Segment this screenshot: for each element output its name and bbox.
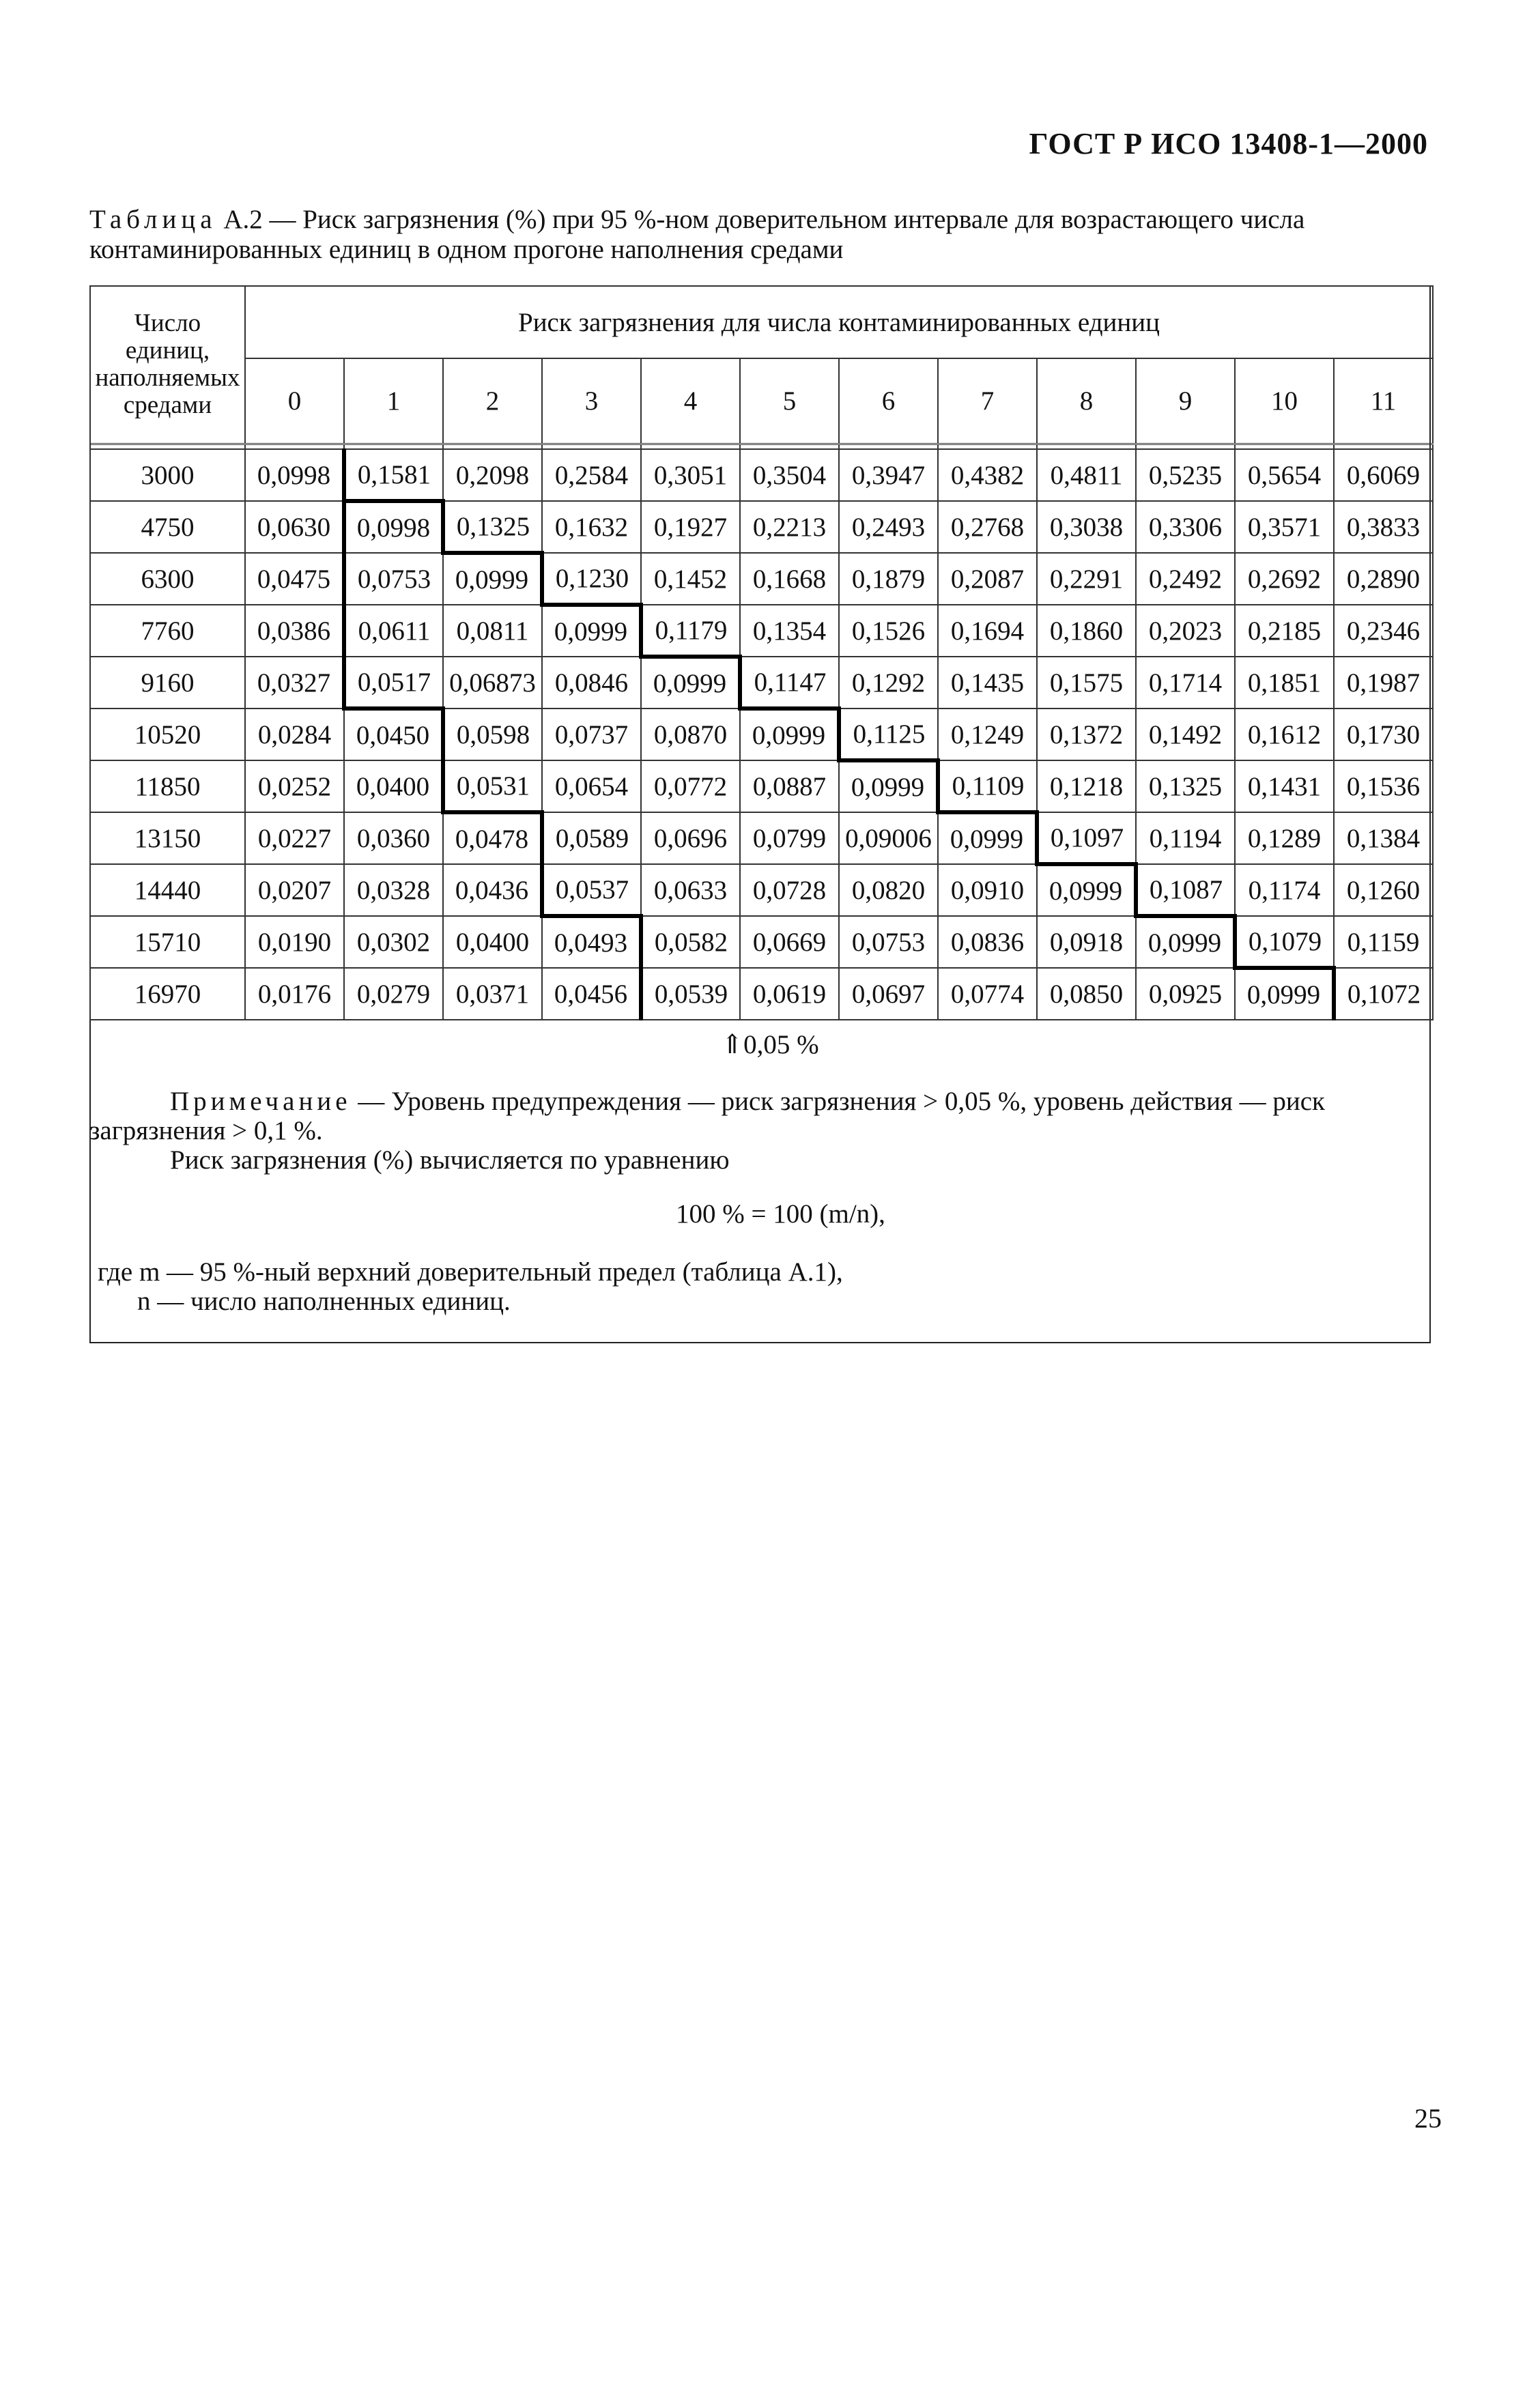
- risk-value-cell: 0,0611: [344, 605, 443, 657]
- risk-value-cell: 0,0846: [542, 657, 641, 709]
- risk-value-cell: 0,0400: [344, 760, 443, 812]
- risk-value-cell: 0,1159: [1334, 916, 1433, 968]
- risk-value-cell: 0,0252: [245, 760, 344, 812]
- risk-value-cell: 0,1079: [1235, 916, 1334, 968]
- table-row: [90, 864, 1433, 916]
- risk-value-cell: 0,0302: [344, 916, 443, 968]
- risk-value-cell: 0,1575: [1037, 657, 1136, 709]
- risk-value-cell: 0,1249: [938, 709, 1037, 760]
- column-header-1: 1: [344, 358, 443, 444]
- risk-value-cell: 0,0478: [443, 812, 542, 864]
- risk-value-cell: 0,5235: [1136, 449, 1235, 501]
- note-where-n: n — число наполненных единиц.: [137, 1287, 511, 1316]
- risk-value-cell: 0,1536: [1334, 760, 1433, 812]
- risk-value-cell: 0,0475: [245, 553, 344, 605]
- risk-value-cell: 0,0999: [542, 605, 641, 657]
- risk-value-cell: 0,0999: [740, 709, 839, 760]
- risk-value-cell: 0,0999: [641, 657, 740, 709]
- risk-value-cell: 0,1851: [1235, 657, 1334, 709]
- table-row: [90, 553, 1433, 605]
- risk-value-cell: 0,0531: [443, 760, 542, 812]
- header-separator: [245, 444, 344, 449]
- column-header-8: 8: [1037, 358, 1136, 444]
- risk-value-cell: 0,1097: [1037, 812, 1136, 864]
- risk-value-cell: 0,0207: [245, 864, 344, 916]
- units-cell: 11850: [90, 760, 245, 812]
- units-cell: 15710: [90, 916, 245, 968]
- risk-value-cell: 0,1694: [938, 605, 1037, 657]
- risk-value-cell: 0,0176: [245, 968, 344, 1020]
- risk-value-cell: 0,0999: [839, 760, 938, 812]
- header-separator: [1037, 444, 1136, 449]
- risk-value-cell: 0,2291: [1037, 553, 1136, 605]
- table-row: [90, 916, 1433, 968]
- units-cell: 7760: [90, 605, 245, 657]
- risk-value-cell: 0,3038: [1037, 501, 1136, 553]
- risk-value-cell: 0,0999: [443, 553, 542, 605]
- risk-value-cell: 0,4382: [938, 449, 1037, 501]
- risk-value-cell: 0,0284: [245, 709, 344, 760]
- risk-value-cell: 0,1289: [1235, 812, 1334, 864]
- risk-value-cell: 0,0582: [641, 916, 740, 968]
- units-cell: 4750: [90, 501, 245, 553]
- risk-value-cell: 0,0493: [542, 916, 641, 968]
- note-label: Примечание: [170, 1087, 352, 1116]
- caption-label: Таблица: [89, 205, 217, 234]
- risk-value-cell: 0,2023: [1136, 605, 1235, 657]
- risk-value-cell: 0,0737: [542, 709, 641, 760]
- risk-value-cell: 0,1292: [839, 657, 938, 709]
- units-cell: 3000: [90, 449, 245, 501]
- document-header-code: ГОСТ Р ИСО 13408-1—2000: [1029, 127, 1428, 160]
- risk-value-cell: 0,0630: [245, 501, 344, 553]
- risk-value-cell: 0,5654: [1235, 449, 1334, 501]
- risk-value-cell: 0,0400: [443, 916, 542, 968]
- risk-value-cell: 0,1260: [1334, 864, 1433, 916]
- risk-value-cell: 0,09006: [839, 812, 938, 864]
- column-header-2: 2: [443, 358, 542, 444]
- risk-value-cell: 0,06873: [443, 657, 542, 709]
- risk-value-cell: 0,0696: [641, 812, 740, 864]
- column-header-6: 6: [839, 358, 938, 444]
- risk-value-cell: 0,3051: [641, 449, 740, 501]
- risk-value-cell: 0,2493: [839, 501, 938, 553]
- risk-value-cell: 0,1384: [1334, 812, 1433, 864]
- risk-value-cell: 0,2584: [542, 449, 641, 501]
- table-row: [90, 812, 1433, 864]
- units-cell: 6300: [90, 553, 245, 605]
- risk-value-cell: 0,0598: [443, 709, 542, 760]
- risk-value-cell: 0,0753: [839, 916, 938, 968]
- risk-value-cell: 0,0227: [245, 812, 344, 864]
- risk-value-cell: 0,0999: [1037, 864, 1136, 916]
- risk-value-cell: 0,0327: [245, 657, 344, 709]
- table-caption: [89, 205, 1431, 265]
- column-header-0: 0: [245, 358, 344, 444]
- risk-value-cell: 0,2098: [443, 449, 542, 501]
- threshold-marker: ⇑0,05 %: [721, 1030, 819, 1059]
- units-cell: 10520: [90, 709, 245, 760]
- risk-value-cell: 0,0811: [443, 605, 542, 657]
- risk-value-cell: 0,0925: [1136, 968, 1235, 1020]
- risk-value-cell: 0,2346: [1334, 605, 1433, 657]
- risk-value-cell: 0,0774: [938, 968, 1037, 1020]
- risk-value-cell: 0,0537: [542, 864, 641, 916]
- risk-value-cell: 0,0999: [938, 812, 1037, 864]
- risk-value-cell: 0,1230: [542, 553, 641, 605]
- header-separator: [740, 444, 839, 449]
- risk-value-cell: 0,0436: [443, 864, 542, 916]
- risk-value-cell: 0,4811: [1037, 449, 1136, 501]
- table-row: [90, 657, 1433, 709]
- column-header-9: 9: [1136, 358, 1235, 444]
- column-header-7: 7: [938, 358, 1037, 444]
- risk-value-cell: 0,1581: [344, 449, 443, 501]
- risk-value-cell: 0,2492: [1136, 553, 1235, 605]
- table-row: [90, 709, 1433, 760]
- risk-value-cell: 0,0539: [641, 968, 740, 1020]
- risk-value-cell: 0,1372: [1037, 709, 1136, 760]
- table-row: [90, 968, 1433, 1020]
- risk-value-cell: 0,1714: [1136, 657, 1235, 709]
- units-cell: 14440: [90, 864, 245, 916]
- header-separator: [938, 444, 1037, 449]
- risk-value-cell: 0,0190: [245, 916, 344, 968]
- risk-value-cell: 0,1179: [641, 605, 740, 657]
- risk-value-cell: 0,3833: [1334, 501, 1433, 553]
- risk-value-cell: 0,0850: [1037, 968, 1136, 1020]
- column-header-5: 5: [740, 358, 839, 444]
- table-row: [90, 449, 1433, 501]
- risk-value-cell: 0,0910: [938, 864, 1037, 916]
- risk-value-cell: 0,0799: [740, 812, 839, 864]
- risk-value-cell: 0,6069: [1334, 449, 1433, 501]
- column-header-3: 3: [542, 358, 641, 444]
- risk-value-cell: 0,1612: [1235, 709, 1334, 760]
- header-separator: [641, 444, 740, 449]
- header-separator: [1136, 444, 1235, 449]
- risk-value-cell: 0,3306: [1136, 501, 1235, 553]
- risk-value-cell: 0,1087: [1136, 864, 1235, 916]
- risk-value-cell: 0,0669: [740, 916, 839, 968]
- risk-value-cell: 0,0619: [740, 968, 839, 1020]
- table-row: [90, 605, 1433, 657]
- contamination-risk-table: [89, 285, 1434, 1020]
- risk-value-cell: 0,1147: [740, 657, 839, 709]
- risk-value-cell: 0,3504: [740, 449, 839, 501]
- risk-value-cell: 0,3947: [839, 449, 938, 501]
- risk-value-cell: 0,1109: [938, 760, 1037, 812]
- risk-value-cell: 0,1860: [1037, 605, 1136, 657]
- risk-value-cell: 0,1632: [542, 501, 641, 553]
- risk-value-cell: 0,0836: [938, 916, 1037, 968]
- risk-value-cell: 0,2692: [1235, 553, 1334, 605]
- risk-value-cell: 0,2768: [938, 501, 1037, 553]
- caption-text: А.2 — Риск загрязнения (%) при 95 %-ном доверительном интервале для возрастающего числа контаминированных единиц в одном прогоне наполнения средами: [89, 205, 1305, 264]
- risk-value-cell: 0,0772: [641, 760, 740, 812]
- header-separator: [839, 444, 938, 449]
- note-equation-intro: Риск загрязнения (%) вычисляется по уравнению: [170, 1145, 730, 1175]
- risk-value-cell: 0,1174: [1235, 864, 1334, 916]
- risk-value-cell: 0,1194: [1136, 812, 1235, 864]
- units-column-header: Число единиц, наполняемых средами: [90, 286, 245, 444]
- risk-value-cell: 0,1072: [1334, 968, 1433, 1020]
- page-number: 25: [1414, 2103, 1442, 2134]
- risk-value-cell: 0,2890: [1334, 553, 1433, 605]
- risk-value-cell: 0,0728: [740, 864, 839, 916]
- risk-value-cell: 0,2185: [1235, 605, 1334, 657]
- risk-value-cell: 0,1987: [1334, 657, 1433, 709]
- units-cell: 9160: [90, 657, 245, 709]
- risk-value-cell: 0,0999: [1136, 916, 1235, 968]
- risk-value-cell: 0,1668: [740, 553, 839, 605]
- risk-value-cell: 0,1354: [740, 605, 839, 657]
- risk-value-cell: 0,1927: [641, 501, 740, 553]
- header-separator: [1235, 444, 1334, 449]
- header-separator: [344, 444, 443, 449]
- risk-value-cell: 0,0870: [641, 709, 740, 760]
- header-separator: [443, 444, 542, 449]
- risk-value-cell: 0,0589: [542, 812, 641, 864]
- units-cell: 16970: [90, 968, 245, 1020]
- header-separator: [542, 444, 641, 449]
- risk-value-cell: 0,0918: [1037, 916, 1136, 968]
- risk-value-cell: 0,1125: [839, 709, 938, 760]
- risk-value-cell: 0,0998: [344, 501, 443, 553]
- risk-value-cell: 0,0450: [344, 709, 443, 760]
- risk-value-cell: 0,0654: [542, 760, 641, 812]
- column-header-10: 10: [1235, 358, 1334, 444]
- risk-value-cell: 0,1218: [1037, 760, 1136, 812]
- risk-value-cell: 0,1879: [839, 553, 938, 605]
- units-cell: 13150: [90, 812, 245, 864]
- risk-value-cell: 0,0633: [641, 864, 740, 916]
- risk-value-cell: 0,1730: [1334, 709, 1433, 760]
- risk-group-header: Риск загрязнения для числа контаминированных единиц: [245, 286, 1433, 358]
- note-where-m: где m — 95 %-ный верхний доверительный предел (таблица А.1),: [98, 1257, 843, 1287]
- risk-value-cell: 0,3571: [1235, 501, 1334, 553]
- risk-value-cell: 0,1435: [938, 657, 1037, 709]
- risk-value-cell: 0,1431: [1235, 760, 1334, 812]
- risk-value-cell: 0,0328: [344, 864, 443, 916]
- note-text: — Уровень предупреждения — риск загрязнения > 0,05 %, уровень действия — риск загрязнения > 0,1 %.: [89, 1087, 1326, 1145]
- risk-value-cell: 0,0998: [245, 449, 344, 501]
- column-header-4: 4: [641, 358, 740, 444]
- risk-value-cell: 0,2087: [938, 553, 1037, 605]
- table-row: [90, 760, 1433, 812]
- risk-value-cell: 0,1325: [1136, 760, 1235, 812]
- header-separator: [1334, 444, 1433, 449]
- risk-value-cell: 0,0820: [839, 864, 938, 916]
- risk-value-cell: 0,0386: [245, 605, 344, 657]
- risk-value-cell: 0,0517: [344, 657, 443, 709]
- note-formula: 100 % = 100 (m/n),: [676, 1199, 885, 1229]
- risk-value-cell: 0,0697: [839, 968, 938, 1020]
- risk-value-cell: 0,0887: [740, 760, 839, 812]
- table-row: [90, 501, 1433, 553]
- header-separator: [90, 444, 245, 449]
- risk-value-cell: 0,0999: [1235, 968, 1334, 1020]
- risk-value-cell: 0,2213: [740, 501, 839, 553]
- table-note: [89, 1087, 1431, 1316]
- risk-value-cell: 0,0753: [344, 553, 443, 605]
- risk-value-cell: 0,0360: [344, 812, 443, 864]
- column-header-11: 11: [1334, 358, 1433, 444]
- risk-value-cell: 0,1325: [443, 501, 542, 553]
- risk-value-cell: 0,0279: [344, 968, 443, 1020]
- risk-value-cell: 0,0456: [542, 968, 641, 1020]
- risk-value-cell: 0,1492: [1136, 709, 1235, 760]
- risk-value-cell: 0,1452: [641, 553, 740, 605]
- risk-value-cell: 0,0371: [443, 968, 542, 1020]
- risk-value-cell: 0,1526: [839, 605, 938, 657]
